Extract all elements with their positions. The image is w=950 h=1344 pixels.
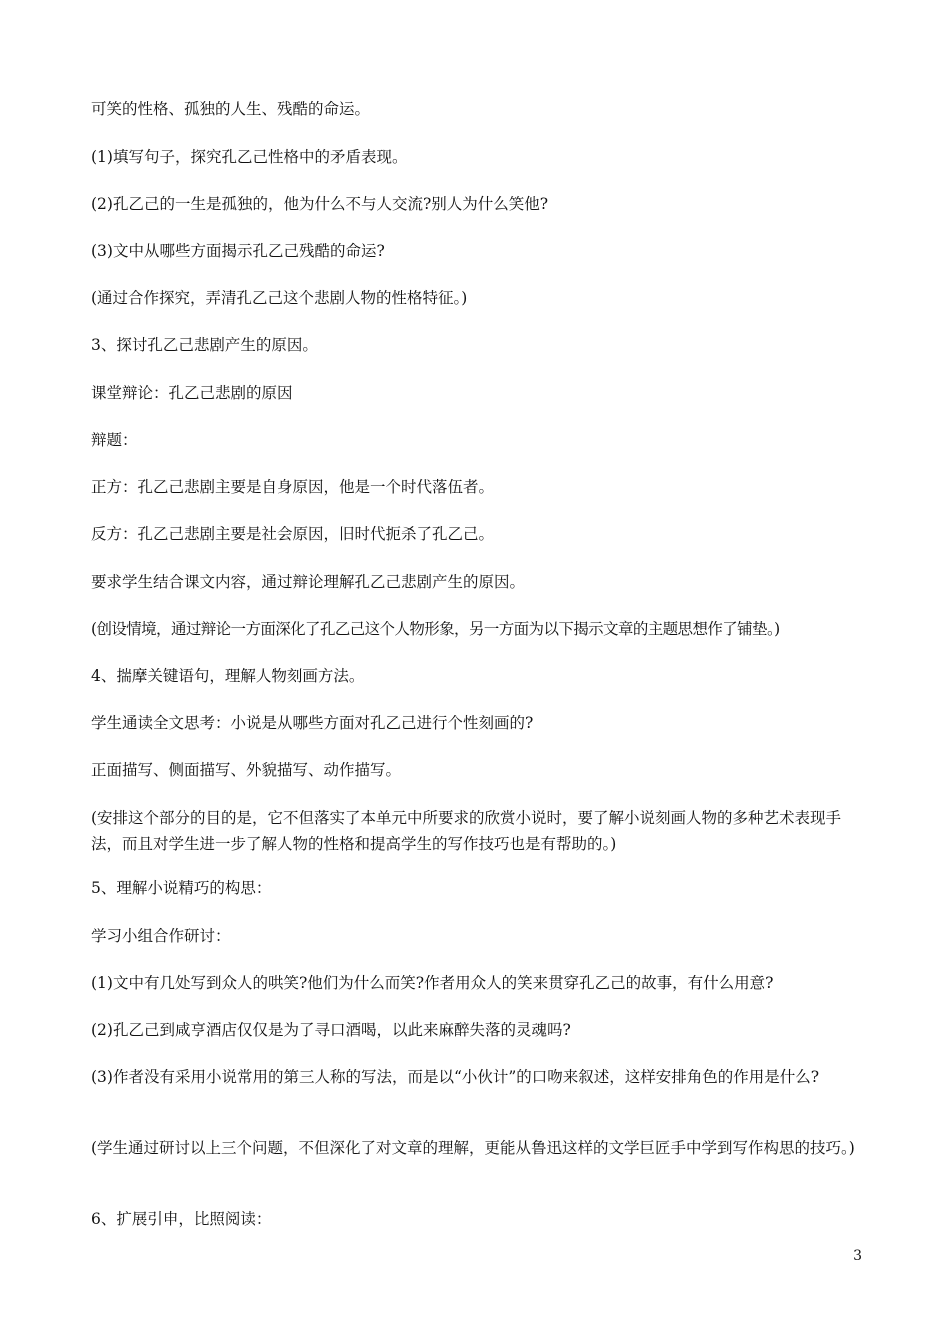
- paragraph: (1)文中有几处写到众人的哄笑?他们为什么而笑?作者用众人的笑来贯穿孔乙己的故事，有什么用意?: [91, 974, 774, 992]
- paragraph: (创设情境，通过辩论一方面深化了孔乙己这个人物形象，另一方面为以下揭示文章的主题思想作了铺垫。): [91, 620, 780, 638]
- paragraph: 6、扩展引申，比照阅读：: [91, 1210, 272, 1228]
- paragraph: 课堂辩论：孔乙己悲剧的原因: [91, 384, 293, 402]
- paragraph: (2)孔乙己的一生是孤独的，他为什么不与人交流?别人为什么笑他?: [91, 195, 549, 213]
- paragraph: 要求学生结合课文内容，通过辩论理解孔乙己悲剧产生的原因。: [91, 573, 526, 591]
- paragraph: 5、理解小说精巧的构思：: [91, 879, 272, 897]
- paragraph: 正面描写、侧面描写、外貌描写、动作描写。: [91, 761, 402, 779]
- paragraph: (3)文中从哪些方面揭示孔乙己残酷的命运?: [91, 242, 385, 260]
- page-number: 3: [853, 1248, 862, 1264]
- paragraph: (2)孔乙己到咸亨酒店仅仅是为了寻口酒喝，以此来麻醉失落的灵魂吗?: [91, 1021, 571, 1039]
- paragraph: 学生通读全文思考：小说是从哪些方面对孔乙己进行个性刻画的?: [91, 714, 534, 732]
- paragraph: 4、揣摩关键语句，理解人物刻画方法。: [91, 667, 365, 685]
- paragraph: 3、探讨孔乙己悲剧产生的原因。: [91, 336, 318, 354]
- paragraph: (3)作者没有采用小说常用的第三人称的写法，而是以“小伙计”的口吻来叙述，这样安排角色的作用是什么?: [91, 1068, 820, 1086]
- paragraph: (通过合作探究，弄清孔乙己这个悲剧人物的性格特征。): [91, 289, 468, 307]
- paragraph: 反方：孔乙己悲剧主要是社会原因，旧时代扼杀了孔乙己。: [91, 525, 495, 543]
- paragraph: (安排这个部分的目的是，它不但落实了本单元中所要求的欣赏小说时，要了解小说刻画人物的多种艺术表现手法，而且对学生进一步了解人物的性格和提高学生的写作技巧也是有帮助的。): [91, 809, 842, 853]
- paragraph: 学习小组合作研讨：: [91, 927, 231, 945]
- paragraph: 正方：孔乙己悲剧主要是自身原因，他是一个时代落伍者。: [91, 478, 495, 496]
- paragraph: (1)填写句子，探究孔乙己性格中的矛盾表现。: [91, 148, 408, 166]
- paragraph: (学生通过研讨以上三个问题，不但深化了对文章的理解，更能从鲁迅这样的文学巨匠手中学到写作构思的技巧。): [91, 1139, 855, 1157]
- paragraph: 可笑的性格、孤独的人生、残酷的命运。: [91, 100, 371, 118]
- paragraph: 辩题：: [91, 431, 138, 449]
